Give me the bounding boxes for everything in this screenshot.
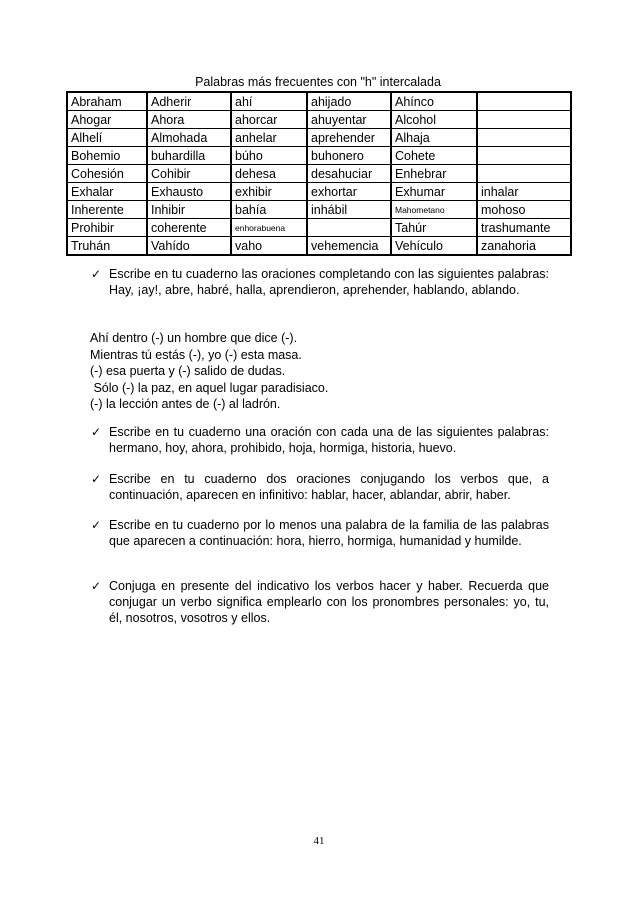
table-row — [67, 92, 571, 111]
table-row — [67, 147, 571, 165]
table-cell: Vahído — [147, 237, 231, 256]
table-cell: buhardilla — [147, 147, 231, 165]
table-cell: Abraham — [67, 92, 147, 111]
table-row — [67, 183, 571, 201]
exercise-text: Conjuga en presente del indicativo los verbos hacer y haber. Recuerda que conjugar un verbo significa emplearlo con los pronombres personales: yo, tu, él, nosotros, vosotros y ellos. — [109, 579, 549, 625]
table-cell: Almohada — [147, 129, 231, 147]
table-cell: dehesa — [231, 165, 307, 183]
table-cell: anhelar — [231, 129, 307, 147]
table-cell: inhábil — [307, 201, 391, 219]
table-cell: aprehender — [307, 129, 391, 147]
table-cell: búho — [231, 147, 307, 165]
exercise-item — [91, 578, 549, 626]
exercise-text: Escribe en tu cuaderno las oraciones completando con las siguientes palabras: Hay, ¡ay!, abre, habré, halla, aprendieron, aprehender, hablando, ablando. — [109, 267, 549, 297]
table-cell — [477, 92, 571, 111]
exercise-item — [91, 424, 549, 456]
table-cell: Exhausto — [147, 183, 231, 201]
table-cell: Enhebrar — [391, 165, 477, 183]
sentence-line: Mientras tú estás (-), yo (-) esta masa. — [90, 347, 302, 362]
table-cell: Prohibir — [67, 219, 147, 237]
table-row — [67, 111, 571, 129]
exercise-text: Escribe en tu cuaderno por lo menos una palabra de la familia de las palabras que aparecen a continuación: hora, hierro, hormiga, humanidad y humilde. — [109, 518, 549, 548]
table-cell — [477, 111, 571, 129]
checkmark-icon: ✓ — [91, 425, 102, 439]
table-cell: trashumante — [477, 219, 571, 237]
exercise-item — [91, 266, 549, 298]
table-cell: Adherir — [147, 92, 231, 111]
table-cell: Alhelí — [67, 129, 147, 147]
exercise-item — [91, 471, 549, 503]
table-row — [67, 129, 571, 147]
page-number: 41 — [313, 835, 325, 847]
table-cell: exhibir — [231, 183, 307, 201]
table-cell: Inherente — [67, 201, 147, 219]
table-cell: Inhibir — [147, 201, 231, 219]
table-cell: Tahúr — [391, 219, 477, 237]
table-cell — [477, 165, 571, 183]
table-cell: Ahínco — [391, 92, 477, 111]
sentence-line: Ahí dentro (-) un hombre que dice (-). — [90, 331, 298, 345]
checkmark-icon: ✓ — [91, 518, 102, 532]
table-title: Palabras más frecuentes con "h" intercalada — [195, 75, 441, 89]
table-row — [67, 219, 571, 237]
table-cell: Bohemio — [67, 147, 147, 165]
exercise-text: Escribe en tu cuaderno una oración con cada una de las siguientes palabras: hermano, hoy, ahora, prohibido, hoja, hormiga, historia, huevo. — [109, 425, 549, 455]
checkmark-icon: ✓ — [91, 579, 102, 593]
table-row — [67, 165, 571, 183]
table-cell: Cohibir — [147, 165, 231, 183]
table-cell: Exhalar — [67, 183, 147, 201]
sentence-list — [90, 330, 550, 413]
table-cell: ahijado — [307, 92, 391, 111]
table-cell: mohoso — [477, 201, 571, 219]
table-cell: inhalar — [477, 183, 571, 201]
sentence-line: Sólo (-) la paz, en aquel lugar paradisiaco. — [90, 380, 329, 395]
table-cell: Alhaja — [391, 129, 477, 147]
table-cell: Vehículo — [391, 237, 477, 256]
table-cell: Exhumar — [391, 183, 477, 201]
table-cell: exhortar — [307, 183, 391, 201]
table-cell: Mahometano — [391, 201, 477, 219]
table-cell: zanahoria — [477, 237, 571, 256]
table-cell: Cohesión — [67, 165, 147, 183]
sentence-line: (-) esa puerta y (-) salido de dudas. — [90, 364, 286, 378]
table-cell: ahuyentar — [307, 111, 391, 129]
table-row — [67, 237, 571, 256]
table-cell — [477, 129, 571, 147]
table-cell: enhorabuena — [231, 219, 307, 237]
table-cell: vehemencia — [307, 237, 391, 256]
table-cell: Truhán — [67, 237, 147, 256]
table-cell — [477, 147, 571, 165]
words-table — [66, 91, 572, 256]
checkmark-icon: ✓ — [91, 267, 102, 281]
table-cell: Cohete — [391, 147, 477, 165]
table-cell: vaho — [231, 237, 307, 256]
table-cell: Alcohol — [391, 111, 477, 129]
exercise-item — [91, 517, 549, 549]
table-cell — [307, 219, 391, 237]
exercise-text: Escribe en tu cuaderno dos oraciones conjugando los verbos que, a continuación, aparecen en infinitivo: hablar, hacer, ablandar, abrir, haber. — [109, 472, 549, 502]
checkmark-icon: ✓ — [91, 472, 102, 486]
table-cell: Ahogar — [67, 111, 147, 129]
table-row — [67, 201, 571, 219]
table-cell: Ahora — [147, 111, 231, 129]
table-cell: ahorcar — [231, 111, 307, 129]
table-cell: buhonero — [307, 147, 391, 165]
table-cell: desahuciar — [307, 165, 391, 183]
table-cell: ahí — [231, 92, 307, 111]
table-cell: bahía — [231, 201, 307, 219]
table-cell: coherente — [147, 219, 231, 237]
sentence-line: (-) la lección antes de (-) al ladrón. — [90, 397, 281, 411]
